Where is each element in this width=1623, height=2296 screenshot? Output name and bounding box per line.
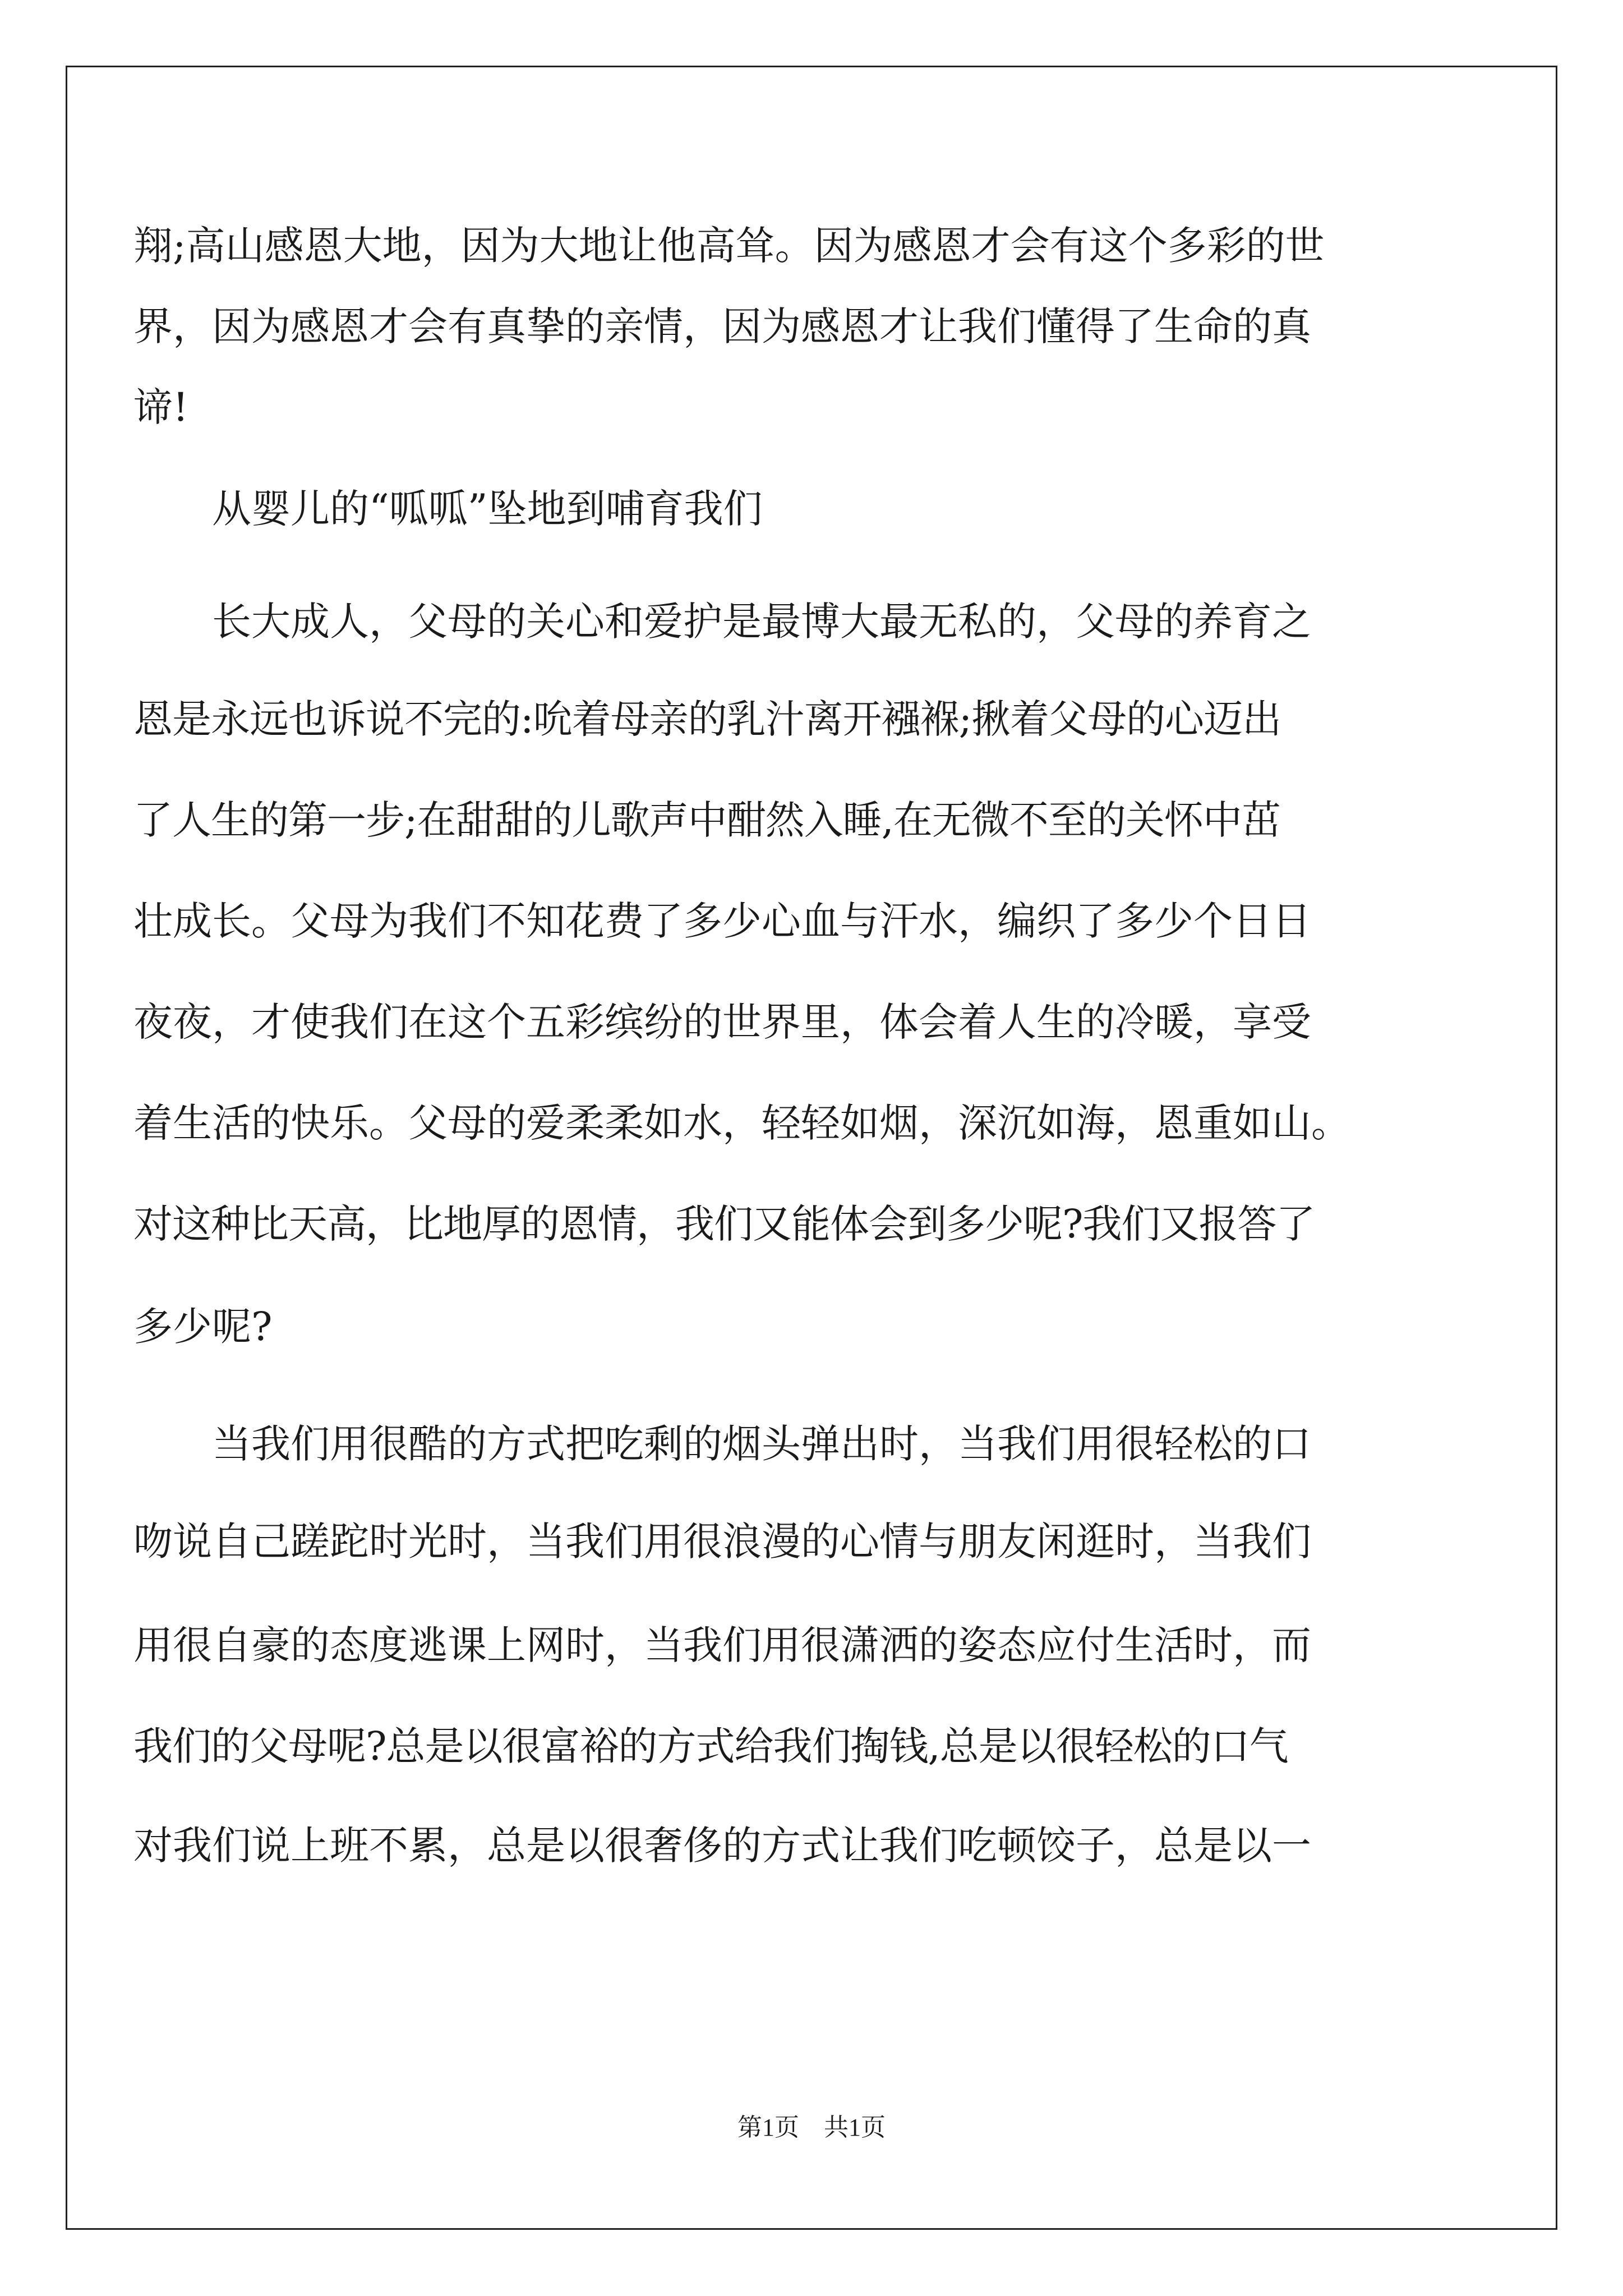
text-line: 对我们说上班不累，总是以很奢侈的方式让我们吃顿饺子，总是以一 <box>133 1823 1311 1869</box>
text-line: 夜夜，才使我们在这个五彩缤纷的世界里，体会着人生的冷暖，享受 <box>133 999 1311 1045</box>
text-line: 当我们用很酷的方式把吃剩的烟头弹出时，当我们用很轻松的口 <box>212 1421 1311 1467</box>
text-line: 恩是永远也诉说不完的:吮着母亲的乳汁离开襁褓;揪着父母的心迈出 <box>133 696 1281 742</box>
text-line: 我们的父母呢?总是以很富裕的方式给我们掏钱,总是以很轻松的口气 <box>133 1723 1288 1769</box>
text-line: 了人生的第一步;在甜甜的儿歌声中酣然入睡,在无微不至的关怀中茁 <box>133 797 1280 843</box>
text-line: 用很自豪的态度逃课上网时，当我们用很潇洒的姿态应付生活时，而 <box>133 1622 1311 1668</box>
text-line: 长大成人，父母的关心和爱护是最博大最无私的，父母的养育之 <box>212 599 1311 645</box>
page-number: 第1页 共1页 <box>737 2114 886 2141</box>
text-line: 对这种比天高，比地厚的恩情，我们又能体会到多少呢?我们又报答了 <box>133 1201 1315 1247</box>
text-line: 翔;高山感恩大地，因为大地让他高耸。因为感恩才会有这个多彩的世 <box>133 223 1325 269</box>
text-line: 界，因为感恩才会有真挚的亲情，因为感恩才让我们懂得了生命的真 <box>133 303 1311 349</box>
text-line: 多少呢? <box>133 1304 273 1350</box>
text-line: 谛! <box>133 384 189 430</box>
text-line: 壮成长。父母为我们不知花费了多少心血与汗水，编织了多少个日日 <box>133 898 1311 944</box>
text-line: 着生活的快乐。父母的爱柔柔如水，轻轻如烟，深沉如海，恩重如山。 <box>133 1100 1350 1146</box>
text-line: 吻说自己蹉跎时光时，当我们用很浪漫的心情与朋友闲逛时，当我们 <box>133 1519 1311 1565</box>
paragraph-heading: 从婴儿的“呱呱”坠地到哺育我们 <box>212 486 763 532</box>
